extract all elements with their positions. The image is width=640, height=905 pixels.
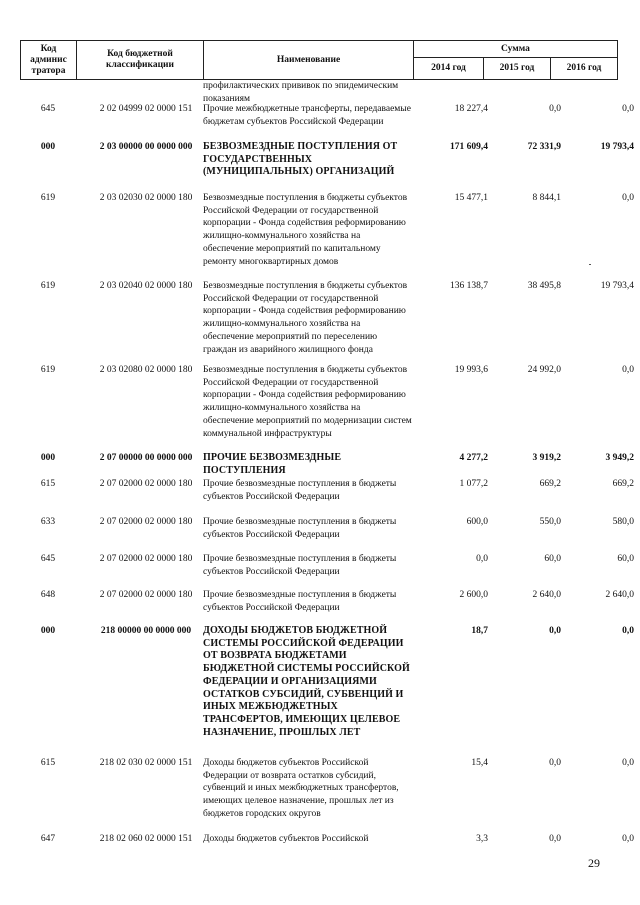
sum-2015-cell: 669,2 — [539, 479, 561, 489]
admin-code-cell: 648 — [40, 590, 56, 600]
header-admin-line2: админис — [30, 54, 67, 65]
header-sum: Сумма — [414, 41, 618, 58]
budget-code-cell: 2 03 02080 02 0000 180 — [99, 365, 193, 375]
header-code-line1: Код бюджетной — [107, 49, 173, 59]
budget-code-cell: 2 07 02000 02 0000 180 — [99, 554, 193, 564]
sum-2016-cell: 19 793,4 — [600, 142, 634, 152]
sum-2015-cell: 38 495,8 — [527, 281, 561, 291]
budget-code-cell: 218 02 060 02 0000 151 — [99, 834, 193, 844]
sum-2015-cell: 8 844,1 — [532, 193, 561, 203]
sum-2014-cell: 136 138,7 — [450, 281, 488, 291]
sum-2015-cell: 72 331,9 — [527, 142, 561, 152]
sum-2014-cell: 2 600,0 — [459, 590, 488, 600]
name-cell: Прочие межбюджетные трансферты, передаваемые бюджетам субъектов Российской Федерации — [203, 104, 411, 127]
table-header — [20, 40, 618, 80]
header-admin-line1: Код — [40, 43, 57, 54]
name-cell: Безвозмездные поступления в бюджеты субъектов Российской Федерации от государственной корпорации - Фонда содействия реформированию жилищно-коммунального хозяйства на обеспечение мероприятий по модернизации систем коммунальной инфраструктуры — [203, 365, 412, 439]
sum-2016-cell: 0,0 — [622, 104, 634, 114]
sum-2014-cell: 15 477,1 — [454, 193, 488, 203]
sum-2014-cell: 3,3 — [476, 834, 488, 844]
admin-code-cell: 619 — [40, 281, 56, 291]
budget-code-cell: 2 07 02000 02 0000 180 — [99, 517, 193, 527]
sum-2015-cell: 0,0 — [549, 834, 561, 844]
admin-code-cell: 000 — [40, 626, 56, 636]
sum-2014-cell: 15,4 — [471, 758, 488, 768]
sum-2014-cell: 171 609,4 — [450, 142, 488, 152]
sum-2016-cell: 0,0 — [622, 758, 634, 768]
budget-code-cell: 2 07 02000 02 0000 180 — [99, 590, 193, 600]
name-cell: Доходы бюджетов субъектов Российской — [203, 834, 369, 844]
header-budget-code — [77, 41, 204, 80]
admin-code-cell: 645 — [40, 554, 56, 564]
admin-code-cell: 619 — [40, 365, 56, 375]
sum-2015-cell: 60,0 — [544, 554, 561, 564]
admin-code-cell: 619 — [40, 193, 56, 203]
sum-2016-cell: 0,0 — [622, 626, 634, 636]
sum-2015-cell: 3 919,2 — [532, 453, 561, 463]
scan-speck — [589, 264, 591, 265]
sum-2015-cell: 550,0 — [539, 517, 561, 527]
sum-2015-cell: 0,0 — [549, 758, 561, 768]
name-cell: Безвозмездные поступления в бюджеты субъектов Российской Федерации от государственной корпорации - Фонда содействия реформированию жилищно-коммунального хозяйства на обеспечение мероприятий по капитальному ремонту многоквартирных домов — [203, 193, 408, 267]
sum-2016-cell: 580,0 — [612, 517, 634, 527]
budget-code-cell: 218 02 030 02 0000 151 — [99, 758, 193, 768]
sum-2014-cell: 18,7 — [471, 626, 488, 636]
name-cell: БЕЗВОЗМЕЗДНЫЕ ПОСТУПЛЕНИЯ ОТ ГОСУДАРСТВЕННЫХ (МУНИЦИПАЛЬНЫХ) ОРГАНИЗАЦИЙ — [203, 141, 398, 178]
header-code-line2: классификации — [105, 60, 174, 70]
sum-2015-cell: 0,0 — [549, 104, 561, 114]
name-cell: профилактических прививок по эпидемическим показаниям — [203, 81, 399, 104]
sum-2014-cell: 1 077,2 — [459, 479, 488, 489]
sum-2016-cell: 0,0 — [622, 834, 634, 844]
header-admin-code — [21, 41, 77, 80]
name-cell: ДОХОДЫ БЮДЖЕТОВ БЮДЖЕТНОЙ СИСТЕМЫ РОССИЙСКОЙ ФЕДЕРАЦИИ ОТ ВОЗВРАТА БЮДЖЕТАМИ БЮДЖЕТНОЙ СИСТЕМЫ РОССИЙСКОЙ ФЕДЕРАЦИИ И ОРГАНИЗАЦИЯМИ ОСТАТКОВ СУБСИДИЙ, СУБВЕНЦИЙ И ИНЫХ МЕЖБЮДЖЕТНЫХ ТРАНСФЕРТОВ, ИМЕЮЩИХ ЦЕЛЕВОЕ НАЗНАЧЕНИЕ, ПРОШЛЫХ ЛЕТ — [203, 625, 410, 738]
admin-code-cell: 615 — [40, 479, 56, 489]
admin-code-cell: 000 — [40, 453, 56, 463]
header-year-2015: 2015 год — [484, 58, 551, 80]
name-cell: Безвозмездные поступления в бюджеты субъектов Российской Федерации от государственной корпорации - Фонда содействия реформированию жилищно-коммунального хозяйства на обеспечение мероприятий по переселению граждан из аварийного жилищного фонда — [203, 281, 408, 355]
sum-2016-cell: 669,2 — [612, 479, 634, 489]
header-year-2014: 2014 год — [414, 58, 484, 80]
page-number: 29 — [588, 856, 600, 870]
sum-2016-cell: 3 949,2 — [605, 453, 634, 463]
sum-2014-cell: 18 227,4 — [454, 104, 488, 114]
sum-2014-cell: 4 277,2 — [459, 453, 488, 463]
budget-code-cell: 2 07 00000 00 0000 000 — [99, 453, 193, 463]
name-cell: Прочие безвозмездные поступления в бюджеты субъектов Российской Федерации — [203, 517, 397, 540]
admin-code-cell: 647 — [40, 834, 56, 844]
sum-2015-cell: 24 992,0 — [527, 365, 561, 375]
sum-2014-cell: 0,0 — [476, 554, 488, 564]
sum-2016-cell: 19 793,4 — [600, 281, 634, 291]
sum-2014-cell: 19 993,6 — [454, 365, 488, 375]
budget-code-cell: 2 02 04999 02 0000 151 — [99, 104, 193, 114]
budget-code-cell: 2 03 00000 00 0000 000 — [99, 142, 193, 152]
sum-2016-cell: 2 640,0 — [605, 590, 634, 600]
admin-code-cell: 000 — [40, 142, 56, 152]
name-cell: ПРОЧИЕ БЕЗВОЗМЕЗДНЫЕ ПОСТУПЛЕНИЯ — [203, 452, 342, 476]
header-year-2016: 2016 год — [551, 58, 618, 80]
admin-code-cell: 633 — [40, 517, 56, 527]
budget-code-cell: 2 03 02040 02 0000 180 — [99, 281, 193, 291]
admin-code-cell: 615 — [40, 758, 56, 768]
budget-code-cell: 2 03 02030 02 0000 180 — [99, 193, 193, 203]
sum-2016-cell: 0,0 — [622, 193, 634, 203]
budget-code-cell: 2 07 02000 02 0000 180 — [99, 479, 193, 489]
sum-2016-cell: 0,0 — [622, 365, 634, 375]
name-cell: Доходы бюджетов субъектов Российской Федерации от возврата остатков субсидий, субвенций и иных межбюджетных трансфертов, имеющих целевое назначение, прошлых лет из бюджетов городских округов — [203, 758, 399, 819]
sum-2015-cell: 2 640,0 — [532, 590, 561, 600]
admin-code-cell: 645 — [40, 104, 56, 114]
name-cell: Прочие безвозмездные поступления в бюджеты субъектов Российской Федерации — [203, 554, 397, 577]
sum-2015-cell: 0,0 — [549, 626, 561, 636]
header-name: Наименование — [204, 41, 414, 80]
sum-2016-cell: 60,0 — [617, 554, 634, 564]
budget-code-cell: 218 00000 00 0000 000 — [100, 626, 192, 636]
name-cell: Прочие безвозмездные поступления в бюджеты субъектов Российской Федерации — [203, 479, 397, 502]
header-admin-line3: тратора — [31, 65, 66, 76]
name-cell: Прочие безвозмездные поступления в бюджеты субъектов Российской Федерации — [203, 590, 397, 613]
sum-2014-cell: 600,0 — [466, 517, 488, 527]
